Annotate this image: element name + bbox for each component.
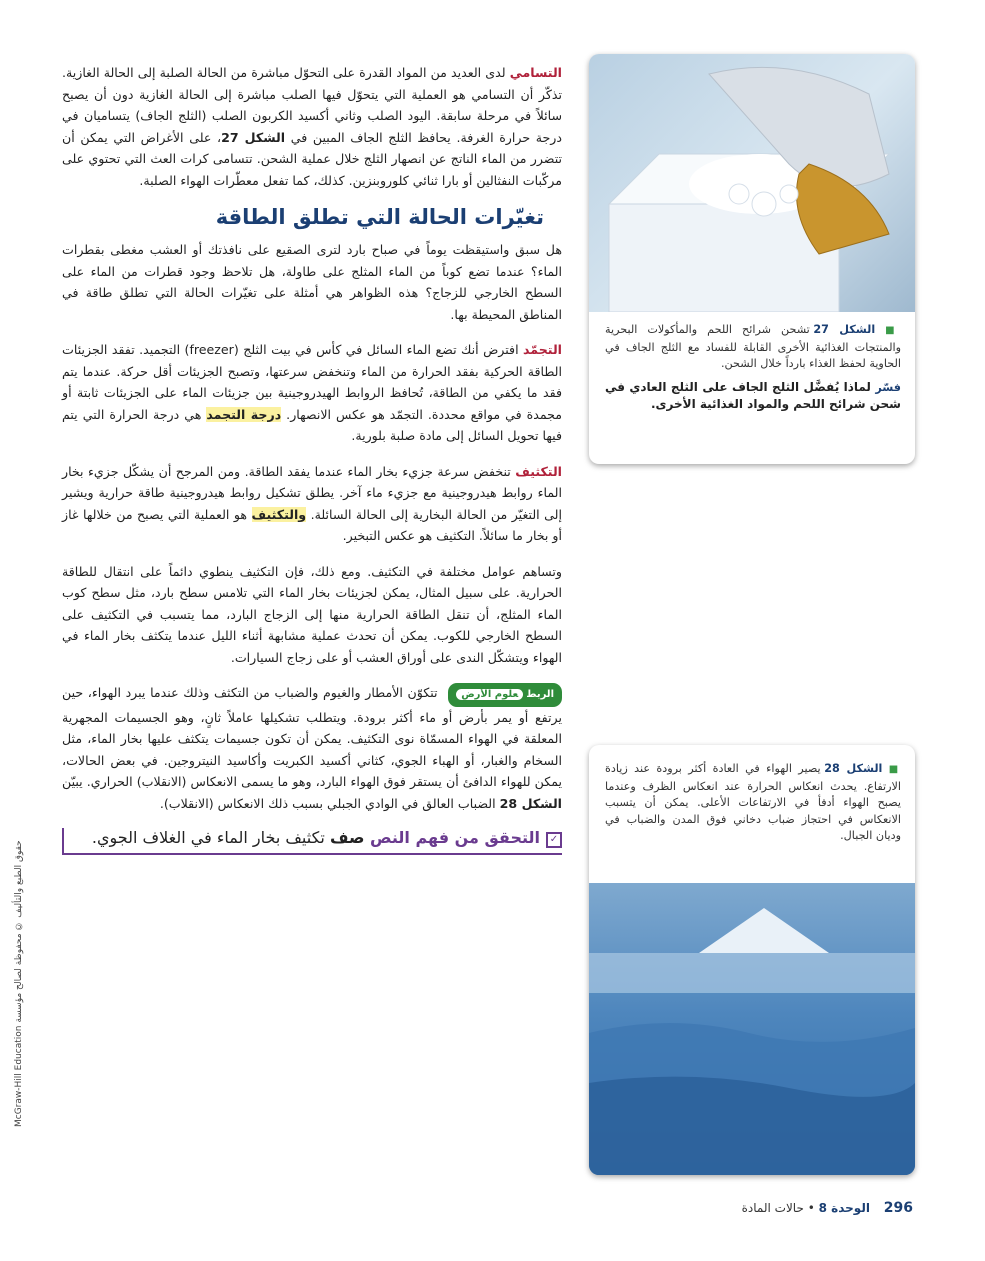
highlight-condensation: والتكثيف [251,506,307,522]
paragraph-condensation-factors: وتساهم عوامل مختلفة في التكثيف. ومع ذلك، فإن التكثيف ينطوي دائماً على انتقال للطاقة الحرارية. على سبيل المثال، يمكن لجزيئات بخار الماء التي تلامس سطح بارد، مثل سطح كوب الماء المثلج، أن تنقل الطاقة الحرارية منها إلى الزجاج البارد، مما يتسبب في التكثيف على السطح الخارجي للكوب. يمكن أن تحدث عملية مشابهة أثناء الليل عندما يتكثف بخار الماء في الهواء ويتشكّل الندى على أوراق العشب أو على زجاج السيارات. [62,563,562,665]
square-bullet-icon: ■ [885,325,901,336]
page-footer [742,1200,913,1216]
mountain-fog-photo [589,883,915,1175]
figure-ref-27: الشكل 27 [221,129,286,145]
figure-27-card [589,54,915,464]
footer-bullet: • [803,1201,819,1215]
reading-check: ✓ التحقق من فهم النص صف تكثيف بخار الماء في الغلاف الجوي. [62,828,562,855]
dry-ice-photo [589,54,915,312]
copyright-sidebar: حقوق الطبع والتأليف © محفوظة لصالح مؤسسة McGraw-Hill Education [14,840,24,1127]
checkbox-icon: ✓ [546,832,562,848]
figure-28-card [589,745,915,1175]
figure-28-caption: ■ الشكل 28 يصير الهواء في العادة أكثر برودة عند زيادة الارتفاع. يحدث انعكاس الحرارة عند انعكاس الظرف وعندما يصبح الهواء أدفأ في الارتفاعات الأعلى. يمكن أن يتسبب الانعكاس في احتجاز ضباب دخاني فوق المدن والضباب في وديان الجبال. [605,762,902,842]
figure-27-question: فسّر لماذا يُفضَّل الثلج الجاف على الثلج العادي في شحن شرائح اللحم والمواد الغذائية الأخرى. [605,379,901,411]
square-bullet-icon: ■ [888,764,902,775]
mountain-fog-illustration [589,883,915,1175]
reading-check-label: التحقق من فهم النص [370,828,540,847]
term-sublimation: التسامي [509,65,562,80]
paragraph-condensation: التكثيف تنخفض سرعة جزيء بخار الماء عندما يفقد الطاقة. ومن المرجح أن يشكّل جزيء بخار الماء روابط هيدروجينية مع جزيء ماء آخر. يطلق تشكيل روابط هيدروجينية طاقة حرارية ويشير إلى التغيّر من الحالة البخارية إلى الحالة السائلة. والتكثيف هو العملية التي يصبح من خلالها غاز أو بخار ما سائلاً. التكثيف هو عكس التبخير. [62,463,562,543]
paragraph-earth-science: الربطعلوم الأرض تتكوّن الأمطار والغيوم والضباب من التكثف وذلك عندما يبرد الهواء، حين يرتفع أو يمر بأرض أو ماء أكثر برودة. ويتطلب تشكيلها عاملاً ثانٍ، وهو الجسيمات المجهرية المعلقة في الهواء المسمّاة نوى التكثيف. يمكن أن تكون جسيمات يتكثف عليها بخار الماء، مثل السخام والغبار، أو الهباء الجوي، كثاني أكسيد الكبريت وأكاسيد النيتروجين. في بعض الحالات، يمكن للهواء الدافئ أن يستقر فوق الهواء البارد، وهو ما يسمى الانعكاس (الانقلاب) الحراري. يبيّن الشكل 28 الضباب العالق في الوادي الجبلي بسبب ذلك الانعكاس (الانقلاب). [62,685,562,811]
term-condensation: التكثيف [515,463,562,479]
reading-check-verb: صف [329,828,371,847]
term-freezing: التجمّد [523,342,562,357]
paragraph-sublimation: التسامي لدى العديد من المواد القدرة على التحوّل مباشرة من الحالة الصلبة إلى الحالة الغازية. تذكّر أن التسامي هو العملية التي يتحوّل فيها الصلب مباشرة إلى الحالة الغازية دون أن يصبح سائلاً في مرحلة سابقة. اليود الصلب وثاني أكسيد الكربون الصلب (الثلج الجاف) يتساميان في درجة حرارة الغرفة. يحافظ الثلج الجاف المبين في الشكل 27، على الأغراض التي يمكن أن تتضرر من الماء الناتج عن انصهار الثلج خلال عملية الشحن. تتسامى كرات العث التي تحتوي على مركّبات النفثالين أو بارا ثنائي كلوروبنزين. كذلك، كما تفعل معطّرات الهواء الصلبة. [62,65,562,188]
unit-label: الوحدة 8 [818,1201,870,1215]
paragraph-intro: هل سبق واستيقظت يوماً في صباح بارد لترى الصقيع على نافذتك أو العشب مغطى بقطرات الماء؟ عندما تضع كوباً من الماء المثلج على طاولة، هل تلاحظ وجود قطرات من الماء على السطح الخارجي للزجاج؟ هذه الظواهر هي أمثلة على تغيّرات الحالة التي تطلق طاقة في المناطق المحيطة بها. [62,242,562,322]
section-heading: تغيّرات الحالة التي تطلق الطاقة [215,205,544,229]
earth-science-label: علوم الأرض [456,689,523,700]
page-number: 296 [883,1200,913,1216]
highlight-freezing-point: درجة التجمد [206,406,282,422]
main-column [62,62,562,855]
dry-ice-illustration [589,54,915,312]
figure-ref-28: الشكل 28 [499,795,562,811]
connection-tag: الربطعلوم الأرض [448,683,562,707]
chapter-title: حالات المادة [741,1201,804,1215]
paragraph-freezing: التجمّد افترض أنك تضع الماء السائل في كأس في بيت الثلج (freezer) التجميد. تفقد الجزيئات الطاقة الحركية بفقد الحرارة من الماء وتنخفض سرعتها، وتصبح الجزيئات أقل حركة. عندما يتم فقد ما يكفي من الطاقة، تُحافظ الروابط الهيدروجينية بين جزيئات الماء على الجزيئات ثابتة أو مجمدة في مواقع محددة. التجمّد هو عكس الانصهار. درجة التجمد هي درجة الحرارة التي يتم فيها تحويل السائل إلى مادة صلبة بلورية. [62,342,563,443]
figure-27-caption: ■ الشكل 27 تشحن شرائح اللحم والمأكولات البحرية والمنتجات الغذائية الأخرى القابلة للفساد مع الثلج الجاف في الحاوية لحفظ الغذاء بارداً خلال الشحن. فسّر لماذا يُفضَّل الثلج الجاف على الثلج العادي في شحن شرائح اللحم والمواد الغذائية الأخرى. [605,322,901,414]
